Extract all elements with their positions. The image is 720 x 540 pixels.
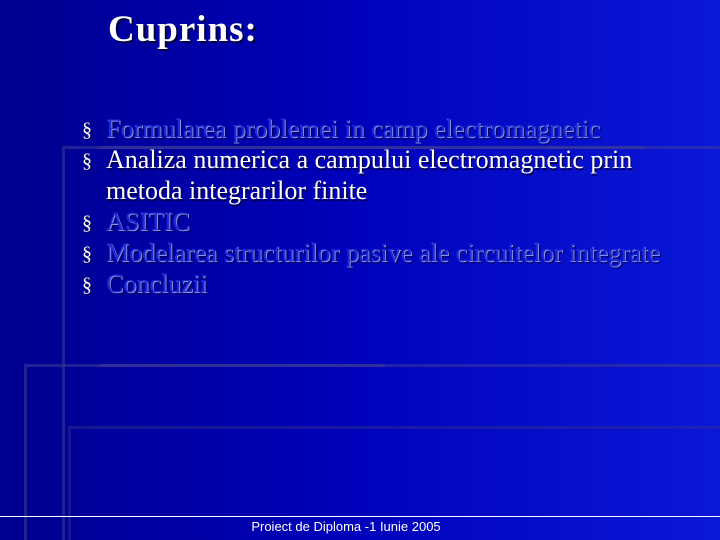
square-bullet-icon: § [82,150,92,172]
toc-item-label: Analiza numerica a campului electromagnetic prin metoda integrarilor finite [106,145,633,205]
square-bullet-icon: § [82,119,92,141]
toc-item-3 [82,206,702,237]
square-bullet-icon: § [82,212,92,234]
toc-item-label: Formularea problemei in camp electromagnetic [106,114,600,143]
toc-item-5 [82,268,702,299]
square-bullet-icon: § [82,243,92,265]
table-of-contents [82,113,702,299]
toc-item-4 [82,237,702,268]
square-bullet-icon: § [82,274,92,296]
toc-item-label: Concluzii [106,269,208,298]
toc-item-1 [82,113,702,144]
toc-item-2 [82,144,702,206]
slide-title: Cuprins: [108,9,258,50]
toc-item-label: Modelarea structurilor pasive ale circuitelor integrate [106,238,660,267]
decorative-line [100,364,385,367]
footer-divider [0,516,720,517]
toc-item-label: ASITIC [106,207,190,236]
slide-footer [0,519,700,534]
footer-label: Proiect de Diploma -1 Iunie 2005 [251,519,441,534]
